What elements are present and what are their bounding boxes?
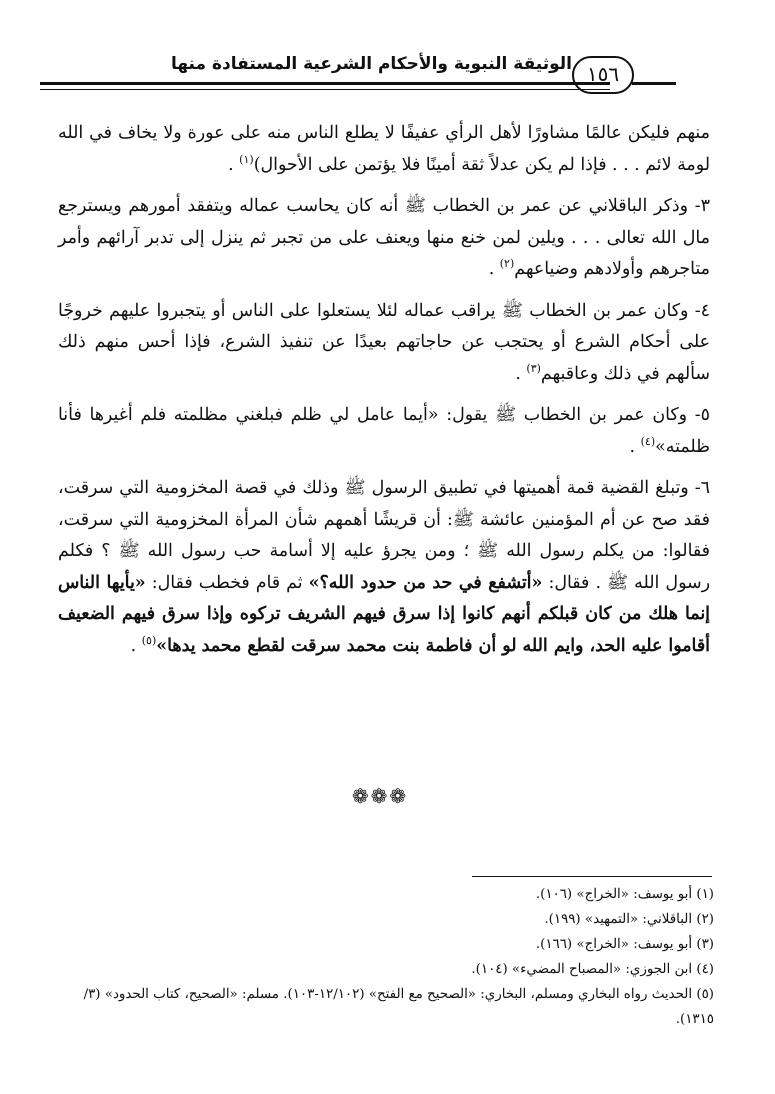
- footnote-divider: [472, 876, 712, 877]
- section-ornament-icon: ❁❁❁: [351, 784, 409, 808]
- paragraph-4: ٤- وكان عمر بن الخطاب ﷺ يراقب عماله لئلا يستعلوا على الناس أو يتجبروا عليهم خروجًا على أحكام الشرع أو يحتجب عن حاجاتهم بعيدًا عن تنفيذ الشرع، فإذا أحس منهم ذلك سألهم في ذلك وعاقبهم$^{(٣)}$ .: [58, 300, 710, 384]
- footnote-ref-4[interactable]: (٤): [640, 434, 656, 448]
- footnote-ref-2[interactable]: (٢): [499, 257, 515, 271]
- paragraph-6: ٦- وتبلغ القضية قمة أهميتها في تطبيق الرسول ﷺ وذلك في قصة المخزومية التي سرقت، فقد صح عن أم المؤمنين عائشة ﷺ: أن قريشًا أهمهم شأن المرأة المخزومية التي سرقت، فقالوا: من يكلم رسول الله ﷺ ؛ ومن يجرؤ عليه إلا أسامة حب رسول الله ﷺ ؟ فكلم رسول الله ﷺ . فقال: «أتشفع في حد من حدود الله؟» ثم قام فخطب فقال: «يأيها الناس إنما هلك من كان قبلكم أنهم كانوا إذا سرق فيهم الشريف تركوه وإذا سرق فيهم الضعيف أقاموا عليه الحد، وايم الله لو أن فاطمة بنت محمد سرقت لقطع محمد يدها»$^{(٥)}$ .: [58, 478, 711, 656]
- hadith-quote-2: «يأيها الناس إنما هلك من كان قبلكم أنهم كانوا إذا سرق فيهم الشريف تركوه وإذا سرق فيهم الضعيف أقاموا عليه الحد، وايم الله لو أن فاطمة بنت محمد سرقت لقطع محمد يدها»: [58, 572, 710, 656]
- footnote-ref-1[interactable]: (١): [239, 152, 254, 166]
- header-rule-thick: [40, 82, 610, 85]
- page-header: [40, 48, 742, 104]
- paragraph-3: ٣- وذكر الباقلاني عن عمر بن الخطاب ﷺ أنه كان يحاسب عماله ويتفقد أمورهم ويسترجع مال الله تعالى . . . ويلين لمن خنع منها ويعنف على من تجبر ثم ينزل إلى تدبر آرائهم وأمر متاجرهم وأولادهم وضياعهم$^{(٢)}$ .: [58, 196, 710, 279]
- hadith-quote-1: «أتشفع في حد من حدود الله؟»: [308, 572, 543, 593]
- footnote-3: (٣) أبو يوسف: «الخراج» (١٦٦).: [535, 937, 714, 952]
- footnote-ref-3[interactable]: (٣): [526, 361, 541, 375]
- header-rule-right: [632, 82, 676, 85]
- page-number: ١٥٦: [572, 56, 634, 94]
- footnote-2: (٢) الباقلاني: «التمهيد» (١٩٩).: [544, 912, 714, 927]
- main-text: [58, 118, 710, 672]
- paragraph-5: ٥- وكان عمر بن الخطاب ﷺ يقول: «أيما عامل لي ظلم فبلغني مظلمته فلم أغيرها فأنا ظلمته»$^{(٤)}$ .: [58, 405, 710, 457]
- footnotes: [58, 882, 714, 1032]
- header-rule-thin: [40, 89, 610, 90]
- footnote-ref-5[interactable]: (٥): [141, 633, 157, 647]
- paragraph-1: منهم فليكن عالمًا مشاورًا لأهل الرأي عفيفًا لا يطلع الناس منه على عورة ولا يخاف في الله لومة لائم . . . فإذا لم يكن عدلاً ثقة أمينًا فلا يؤتمن على الأحوال)$^{(١)}$ .: [58, 123, 710, 175]
- footnote-5: (٥) الحديث رواه البخاري ومسلم، البخاري: «الصحيح مع الفتح» (١٢/١٠٢-١٠٣). مسلم: «الصحيح، كتاب الحدود» (٣/ ١٣١٥).: [83, 987, 714, 1027]
- footnote-1: (١) أبو يوسف: «الخراج» (١٠٦).: [535, 887, 714, 902]
- running-title: الوثيقة النبوية والأحكام الشرعية المستفادة منها: [170, 54, 572, 74]
- footnote-4: (٤) ابن الجوزي: «المصباح المضيء» (١٠٤).: [471, 962, 714, 977]
